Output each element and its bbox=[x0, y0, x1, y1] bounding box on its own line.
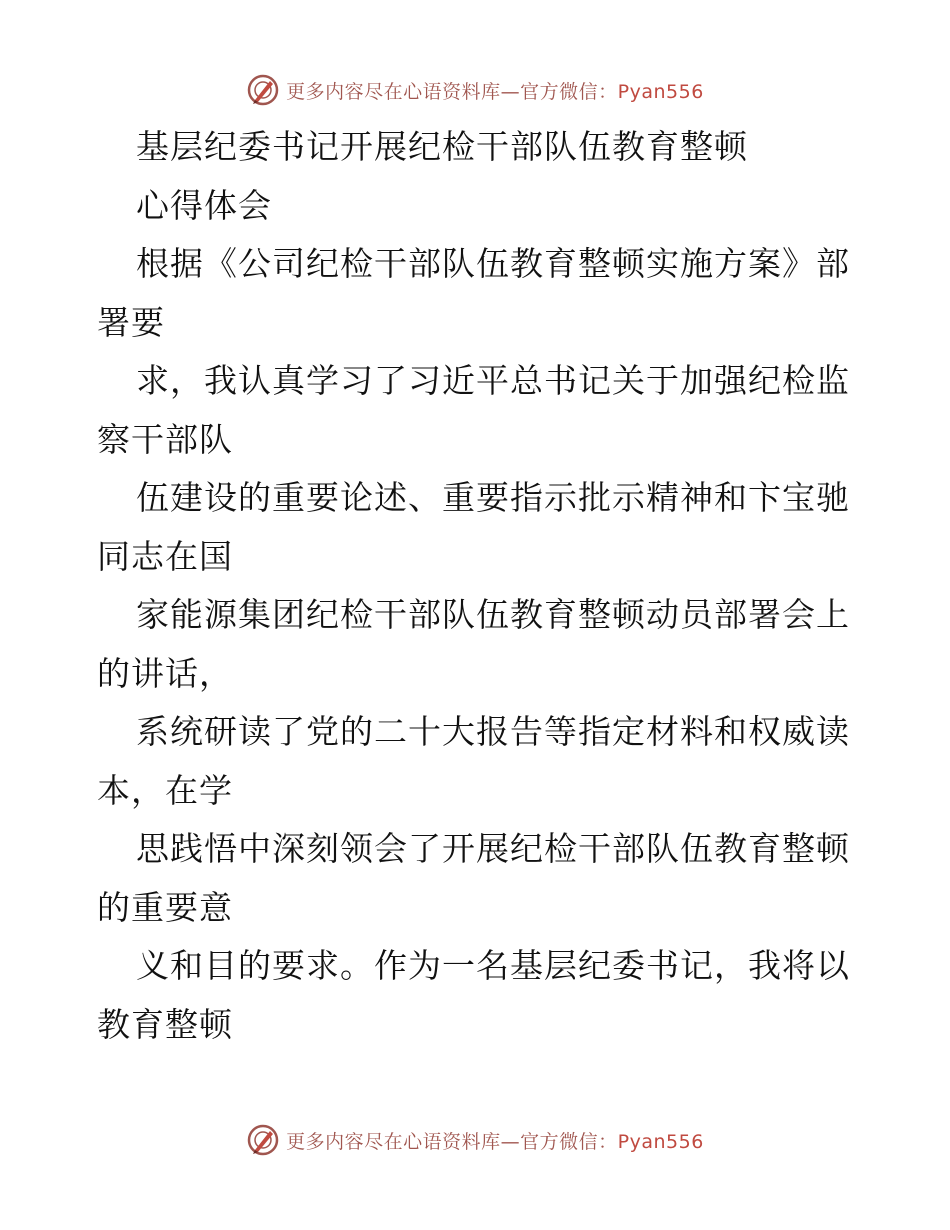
header-banner-text: 更多内容尽在心语资料库—官方微信：Pyan556 bbox=[286, 80, 704, 103]
document-line: 的重要意 bbox=[97, 887, 233, 927]
document-line: 系统研读了党的二十大报告等指定材料和权威读 bbox=[136, 712, 850, 751]
header-wechat-id: Pyan556 bbox=[617, 80, 704, 103]
document-line: 伍建设的重要论述、重要指示批示精神和卞宝驰 bbox=[136, 478, 850, 517]
document-line: 的讲话， bbox=[97, 653, 233, 693]
document-line: 思践悟中深刻领会了开展纪检干部队伍教育整顿 bbox=[136, 829, 850, 868]
pen-logo-icon bbox=[246, 73, 280, 107]
document-line: 根据《公司纪检干部队伍教育整顿实施方案》部 bbox=[136, 244, 850, 283]
document-line: 求，我认真学习了习近平总书记关于加强纪检监 bbox=[136, 361, 850, 400]
footer-banner-text: 更多内容尽在心语资料库—官方微信：Pyan556 bbox=[286, 1130, 704, 1153]
document-line: 基层纪委书记开展纪检干部队伍教育整顿 bbox=[136, 127, 748, 166]
pen-logo-icon bbox=[246, 1123, 280, 1157]
document-line: 家能源集团纪检干部队伍教育整顿动员部署会上 bbox=[136, 595, 850, 634]
document-line: 署要 bbox=[97, 302, 165, 342]
document-line: 本，在学 bbox=[97, 770, 233, 810]
footer-banner bbox=[0, 1120, 950, 1160]
document-line: 心得体会 bbox=[136, 185, 272, 225]
header-banner bbox=[0, 70, 950, 110]
document-body bbox=[97, 118, 857, 1054]
document-line: 教育整顿 bbox=[97, 1004, 233, 1044]
document-line: 察干部队 bbox=[97, 419, 233, 459]
document-line: 同志在国 bbox=[97, 536, 233, 576]
document-line: 义和目的要求。作为一名基层纪委书记，我将以 bbox=[136, 946, 850, 985]
footer-wechat-id: Pyan556 bbox=[617, 1130, 704, 1153]
